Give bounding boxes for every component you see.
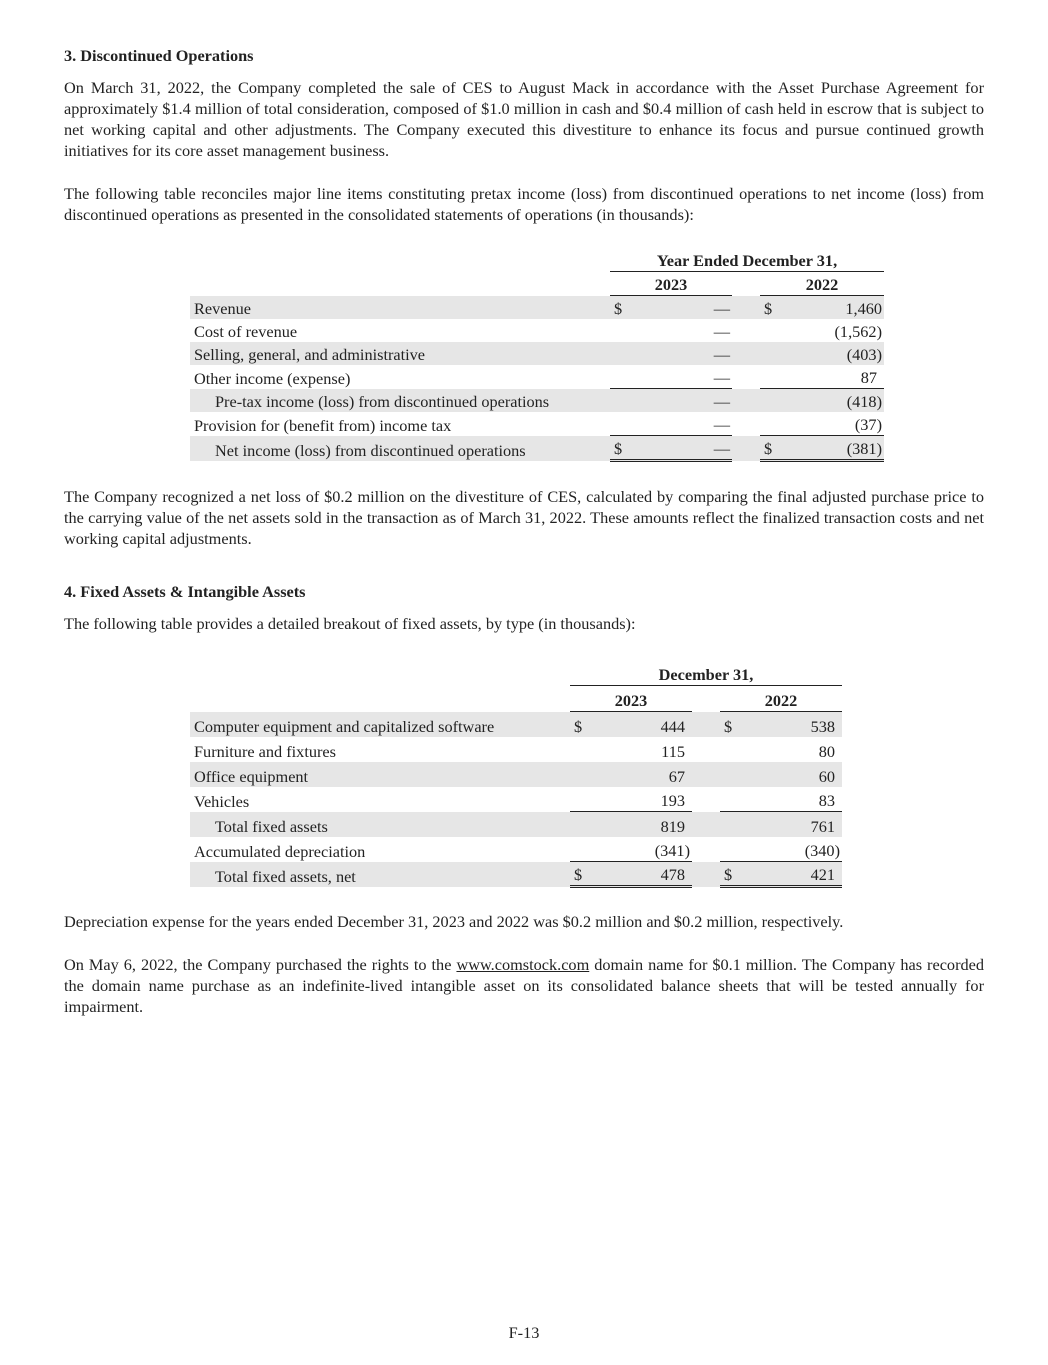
value-2023: — [632, 342, 732, 365]
section-4-heading: 4. Fixed Assets & Intangible Assets [64, 582, 306, 601]
value-2022: 421 [742, 862, 842, 887]
table-row-total [190, 862, 842, 887]
table-row [190, 787, 842, 812]
section-4-paragraph-1: The following table provides a detailed breakout of fixed assets, by type (in thousands): [64, 614, 636, 633]
row-label: Accumulated depreciation [194, 841, 366, 861]
currency-symbol: $ [720, 712, 742, 737]
column-header-2023: 2023 [614, 691, 648, 710]
section-3-paragraph-2: The following table reconciles major line items constituting pretax income (loss) from discontinued operations to net income (loss) from discontinued operations as presented in the consolidated statements of operations (in thousands): [64, 184, 984, 224]
value-2023: 444 [592, 712, 692, 737]
row-label: Other income (expense) [194, 368, 351, 388]
value-2023: — [632, 436, 732, 461]
value-2022: 80 [818, 741, 835, 761]
section-4-paragraph-2: Depreciation expense for the years ended December 31, 2023 and 2022 was $0.2 million and $0.2 million, respectively. [64, 912, 844, 931]
section-4-paragraph-3 [64, 954, 984, 1017]
table-row [190, 389, 884, 413]
row-label: Furniture and fixtures [194, 741, 336, 761]
table-group-header-row [190, 248, 884, 272]
section-3-paragraph-1: On March 31, 2022, the Company completed the sale of CES to August Mack in accordance with the Asset Purchase Agreement for approximately $1.4 million of total consideration, composed of $1.0 million in cash and $0.4 million of cash held in escrow that is subject to net working capital and other adjustments. The Company executed this divestiture to enhance its focus and pursue continued growth initiatives for its core asset management business. [64, 78, 984, 160]
table-row [190, 342, 884, 365]
currency-symbol: $ [760, 436, 782, 461]
value-2022: (340) [742, 837, 842, 862]
value-2022: (37) [782, 412, 884, 436]
table-group-header: December 31, [570, 660, 842, 686]
table-row [190, 762, 842, 787]
value-2023: — [632, 365, 732, 389]
paragraph-text-before-link: On May 6, 2022, the Company purchased the rights to the [64, 955, 457, 974]
currency-symbol: $ [610, 436, 632, 461]
table-row [190, 319, 884, 342]
value-2022: 60 [742, 762, 842, 787]
section-3-paragraph-3: The Company recognized a net loss of $0.2 million on the divestiture of CES, calculated by comparing the final adjusted purchase price to the carrying value of the net assets sold in the transaction as of March 31, 2022. These amounts reflect the finalized transaction costs and net working capital adjustments. [64, 487, 984, 548]
table-year-header-row [190, 686, 842, 712]
row-label: Vehicles [194, 791, 250, 811]
currency-symbol: $ [570, 862, 592, 887]
value-2022: 1,460 [782, 296, 884, 320]
value-2023: (341) [592, 837, 692, 862]
row-label: Revenue [190, 296, 610, 320]
table-row [190, 412, 884, 436]
value-2022: (381) [782, 436, 884, 461]
value-2022: (418) [782, 389, 884, 413]
page-number: F-13 [508, 1323, 540, 1342]
column-header-2023: 2023 [654, 275, 688, 294]
row-label: Provision for (benefit from) income tax [194, 415, 452, 435]
section-3-heading: 3. Discontinued Operations [64, 46, 254, 65]
table-year-header-row [190, 272, 884, 296]
row-label: Office equipment [190, 762, 570, 787]
column-header-2022: 2022 [764, 691, 798, 710]
value-2023: 115 [661, 741, 685, 761]
row-label: Selling, general, and administrative [190, 342, 610, 365]
value-2022: (403) [782, 342, 884, 365]
value-2023: 478 [592, 862, 692, 887]
currency-symbol: $ [610, 296, 632, 320]
row-label: Computer equipment and capitalized software [190, 712, 570, 737]
value-2022: 538 [742, 712, 842, 737]
table-row [190, 365, 884, 389]
table-row [190, 737, 842, 762]
value-2022: 83 [742, 787, 842, 812]
row-label: Net income (loss) from discontinued operations [190, 436, 610, 461]
table-row [190, 812, 842, 837]
table-row [190, 712, 842, 737]
row-label: Total fixed assets, net [190, 862, 570, 887]
currency-symbol: $ [760, 296, 782, 320]
table-row [190, 296, 884, 320]
value-2023: — [632, 412, 732, 436]
row-label: Pre-tax income (loss) from discontinued operations [190, 389, 610, 413]
discontinued-operations-table [190, 248, 884, 462]
value-2023: 67 [592, 762, 692, 787]
table-group-header: Year Ended December 31, [610, 248, 884, 272]
table-group-header-row [190, 660, 842, 686]
value-2022: (1,562) [834, 322, 882, 341]
fixed-assets-table [190, 660, 842, 888]
value-2023: — [713, 322, 730, 341]
value-2022: 761 [742, 812, 842, 837]
paragraph-text-after-link: domain name for $0.1 million. The Company has recorded the domain name purchase as an indefinite-lived intangible asset on its consolidated balance sheets that will be tested annually for impairment. [64, 955, 985, 1016]
row-label: Cost of revenue [194, 322, 298, 341]
row-label: Total fixed assets [190, 812, 570, 837]
currency-symbol: $ [720, 862, 742, 887]
value-2022: 87 [782, 365, 884, 389]
table-row-total [190, 436, 884, 461]
value-2023: 819 [592, 812, 692, 837]
column-header-2022: 2022 [805, 275, 839, 294]
value-2023: — [632, 296, 732, 320]
value-2023: 193 [592, 787, 692, 812]
value-2023: — [632, 389, 732, 413]
currency-symbol: $ [570, 712, 592, 737]
domain-link[interactable]: www.comstock.com [456, 955, 590, 974]
table-row [190, 837, 842, 862]
